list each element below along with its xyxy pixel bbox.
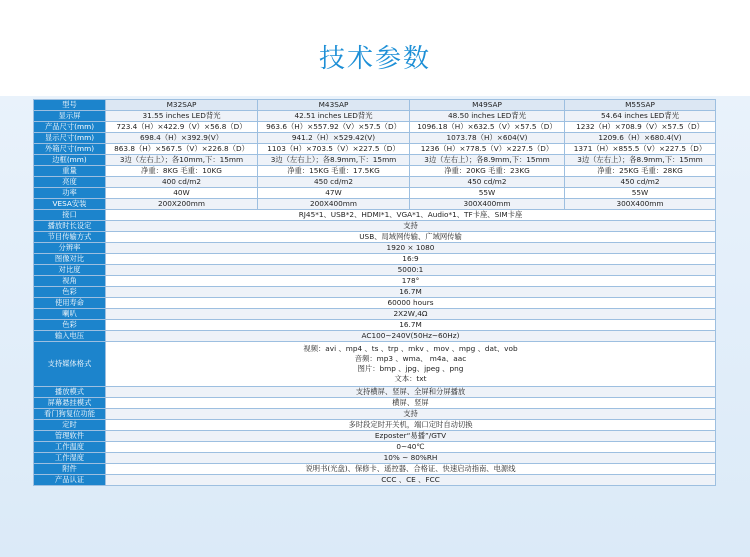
spec-value: 698.4（H）×392.9(V） <box>106 133 258 144</box>
spec-value: 54.64 inches LED背光 <box>565 111 716 122</box>
media-format-line: 图片：bmp 、jpg、jpeg 、png <box>357 364 464 373</box>
row-label: 色彩 <box>34 287 106 298</box>
spec-value: 16.7M <box>106 287 716 298</box>
table-row <box>34 188 716 199</box>
row-label: 接口 <box>34 210 106 221</box>
table-row <box>34 232 716 243</box>
row-label: 播放时长设定 <box>34 221 106 232</box>
spec-value: 31.55 inches LED背光 <box>106 111 258 122</box>
spec-value: 1371（H）×855.5（V）×227.5（D） <box>565 144 716 155</box>
row-label: 喇叭 <box>34 309 106 320</box>
row-label: 重量 <box>34 166 106 177</box>
table-row <box>34 464 716 475</box>
table-row <box>34 199 716 210</box>
spec-value: 178° <box>106 276 716 287</box>
spec-value: 963.6（H）×557.92（V）×57.5（D） <box>258 122 410 133</box>
table-row <box>34 475 716 486</box>
spec-value: 300X400mm <box>410 199 565 210</box>
row-label: 亮度 <box>34 177 106 188</box>
spec-value: 1920 × 1080 <box>106 243 716 254</box>
spec-value: 说明书(光盘)、保修卡、遥控器、合格证、快速启动指南、电源线 <box>106 464 716 475</box>
spec-value: 多时段定时开关机，端口定时自动切换 <box>106 420 716 431</box>
spec-value: 3边（左右上）；各8.9mm,下：15mm <box>565 155 716 166</box>
table-row <box>34 309 716 320</box>
row-label: 附件 <box>34 464 106 475</box>
row-label: 管理软件 <box>34 431 106 442</box>
media-format-line: 视频：avi 、mp4 、ts 、trp 、mkv 、mov 、mpg 、dat、vob <box>303 344 518 353</box>
row-label: 工作湿度 <box>34 453 106 464</box>
spec-value: 16.7M <box>106 320 716 331</box>
media-format-line: 文本：txt <box>394 374 427 383</box>
spec-value: 3边（左右上）；各8.9mm,下：15mm <box>410 155 565 166</box>
table-row <box>34 254 716 265</box>
model-header: M55SAP <box>565 100 716 111</box>
spec-value: 支持横屏、竖屏、全屏和分屏播放 <box>106 387 716 398</box>
spec-value: Ezposter“易播”/GTV <box>106 431 716 442</box>
spec-value: 横屏、竖屏 <box>106 398 716 409</box>
spec-value: 1209.6（H）×680.4(V) <box>565 133 716 144</box>
row-label: 支持媒体格式 <box>34 342 106 387</box>
spec-value: 400 cd/m2 <box>106 177 258 188</box>
spec-value: CCC 、CE 、FCC <box>106 475 716 486</box>
table-row <box>34 342 716 387</box>
model-header: M32SAP <box>106 100 258 111</box>
model-header: M49SAP <box>410 100 565 111</box>
spec-value: 支持 <box>106 409 716 420</box>
spec-value: 0~40℃ <box>106 442 716 453</box>
table-row <box>34 221 716 232</box>
spec-value: RJ45*1、USB*2、HDMI*1、VGA*1、Audio*1、TF卡座、SIM卡座 <box>106 210 716 221</box>
spec-value: 60000 hours <box>106 298 716 309</box>
spec-value: 941.2（H）×529.42(V) <box>258 133 410 144</box>
row-label: 视角 <box>34 276 106 287</box>
row-label: 功率 <box>34 188 106 199</box>
table-row <box>34 431 716 442</box>
row-label: 显示尺寸(mm) <box>34 133 106 144</box>
row-label: 定时 <box>34 420 106 431</box>
spec-value: 1232（H）×708.9（V）×57.5（D） <box>565 122 716 133</box>
spec-value: 净重：15KG 毛重：17.5KG <box>258 166 410 177</box>
spec-value: 48.50 inches LED背光 <box>410 111 565 122</box>
row-label: 工作温度 <box>34 442 106 453</box>
row-label: 产品认证 <box>34 475 106 486</box>
table-row <box>34 287 716 298</box>
spec-table <box>33 99 716 486</box>
spec-value: 450 cd/m2 <box>258 177 410 188</box>
spec-value: 55W <box>410 188 565 199</box>
spec-value: 3边（左右上）；各10mm,下：15mm <box>106 155 258 166</box>
spec-value: 支持 <box>106 221 716 232</box>
spec-value: 16:9 <box>106 254 716 265</box>
spec-value: 2X2W,4Ω <box>106 309 716 320</box>
row-label: 看门狗复位功能 <box>34 409 106 420</box>
table-row <box>34 210 716 221</box>
spec-value: 净重：25KG 毛重：28KG <box>565 166 716 177</box>
spec-value: 3边（左右上）；各8.9mm,下：15mm <box>258 155 410 166</box>
table-row <box>34 331 716 342</box>
row-label: 型号 <box>34 100 106 111</box>
media-formats <box>106 342 716 387</box>
page-title: 技术参数 <box>318 44 431 74</box>
row-label: 图像对比 <box>34 254 106 265</box>
table-row <box>34 111 716 122</box>
table-row <box>34 442 716 453</box>
media-format-line: 音频：mp3 、wma、 m4a、aac <box>354 354 467 363</box>
table-row <box>34 420 716 431</box>
row-label: 屏幕悬挂模式 <box>34 398 106 409</box>
row-label: 显示屏 <box>34 111 106 122</box>
row-label: 播放模式 <box>34 387 106 398</box>
table-row <box>34 177 716 188</box>
row-label: 外箱尺寸(mm) <box>34 144 106 155</box>
row-label: 节目传输方式 <box>34 232 106 243</box>
spec-value: 42.51 inches LED背光 <box>258 111 410 122</box>
spec-value: 200X200mm <box>106 199 258 210</box>
spec-value: 1073.78（H）×604(V) <box>410 133 565 144</box>
table-row <box>34 387 716 398</box>
spec-value: 净重：8KG 毛重：10KG <box>106 166 258 177</box>
spec-value: 净重：20KG 毛重：23KG <box>410 166 565 177</box>
model-header: M43SAP <box>258 100 410 111</box>
row-label: 使用寿命 <box>34 298 106 309</box>
row-label: 输入电压 <box>34 331 106 342</box>
spec-value: 1103（H）×703.5（V）×227.5（D） <box>258 144 410 155</box>
spec-value: 47W <box>258 188 410 199</box>
row-label: 分辨率 <box>34 243 106 254</box>
spec-value: 5000:1 <box>106 265 716 276</box>
spec-value: 200X400mm <box>258 199 410 210</box>
spec-value: AC100~240V(50Hz~60Hz) <box>106 331 716 342</box>
row-label: 产品尺寸(mm) <box>34 122 106 133</box>
table-row <box>34 265 716 276</box>
spec-value: 1096.18（H）×632.5（V）×57.5（D） <box>410 122 565 133</box>
spec-value: USB、局域网传输、广域网传输 <box>106 232 716 243</box>
spec-value: 55W <box>565 188 716 199</box>
table-row <box>34 144 716 155</box>
spec-value: 10% ~ 80%RH <box>106 453 716 464</box>
table-row <box>34 320 716 331</box>
spec-value: 450 cd/m2 <box>565 177 716 188</box>
row-label: VESA安装 <box>34 199 106 210</box>
table-row <box>34 166 716 177</box>
table-row <box>34 155 716 166</box>
table-row <box>34 276 716 287</box>
table-row <box>34 100 716 111</box>
row-label: 色彩 <box>34 320 106 331</box>
table-row <box>34 243 716 254</box>
spec-value: 723.4（H）×422.9（V）×56.8（D） <box>106 122 258 133</box>
table-row <box>34 122 716 133</box>
table-row <box>34 409 716 420</box>
table-row <box>34 298 716 309</box>
spec-value: 300X400mm <box>565 199 716 210</box>
row-label: 对比度 <box>34 265 106 276</box>
table-row <box>34 398 716 409</box>
spec-value: 863.8（H）×567.5（V）×226.8（D） <box>106 144 258 155</box>
spec-value: 40W <box>106 188 258 199</box>
spec-value: 450 cd/m2 <box>410 177 565 188</box>
spec-value: 1236（H）×778.5（V）×227.5（D） <box>410 144 565 155</box>
table-row <box>34 453 716 464</box>
row-label: 边框(mm) <box>34 155 106 166</box>
table-row <box>34 133 716 144</box>
